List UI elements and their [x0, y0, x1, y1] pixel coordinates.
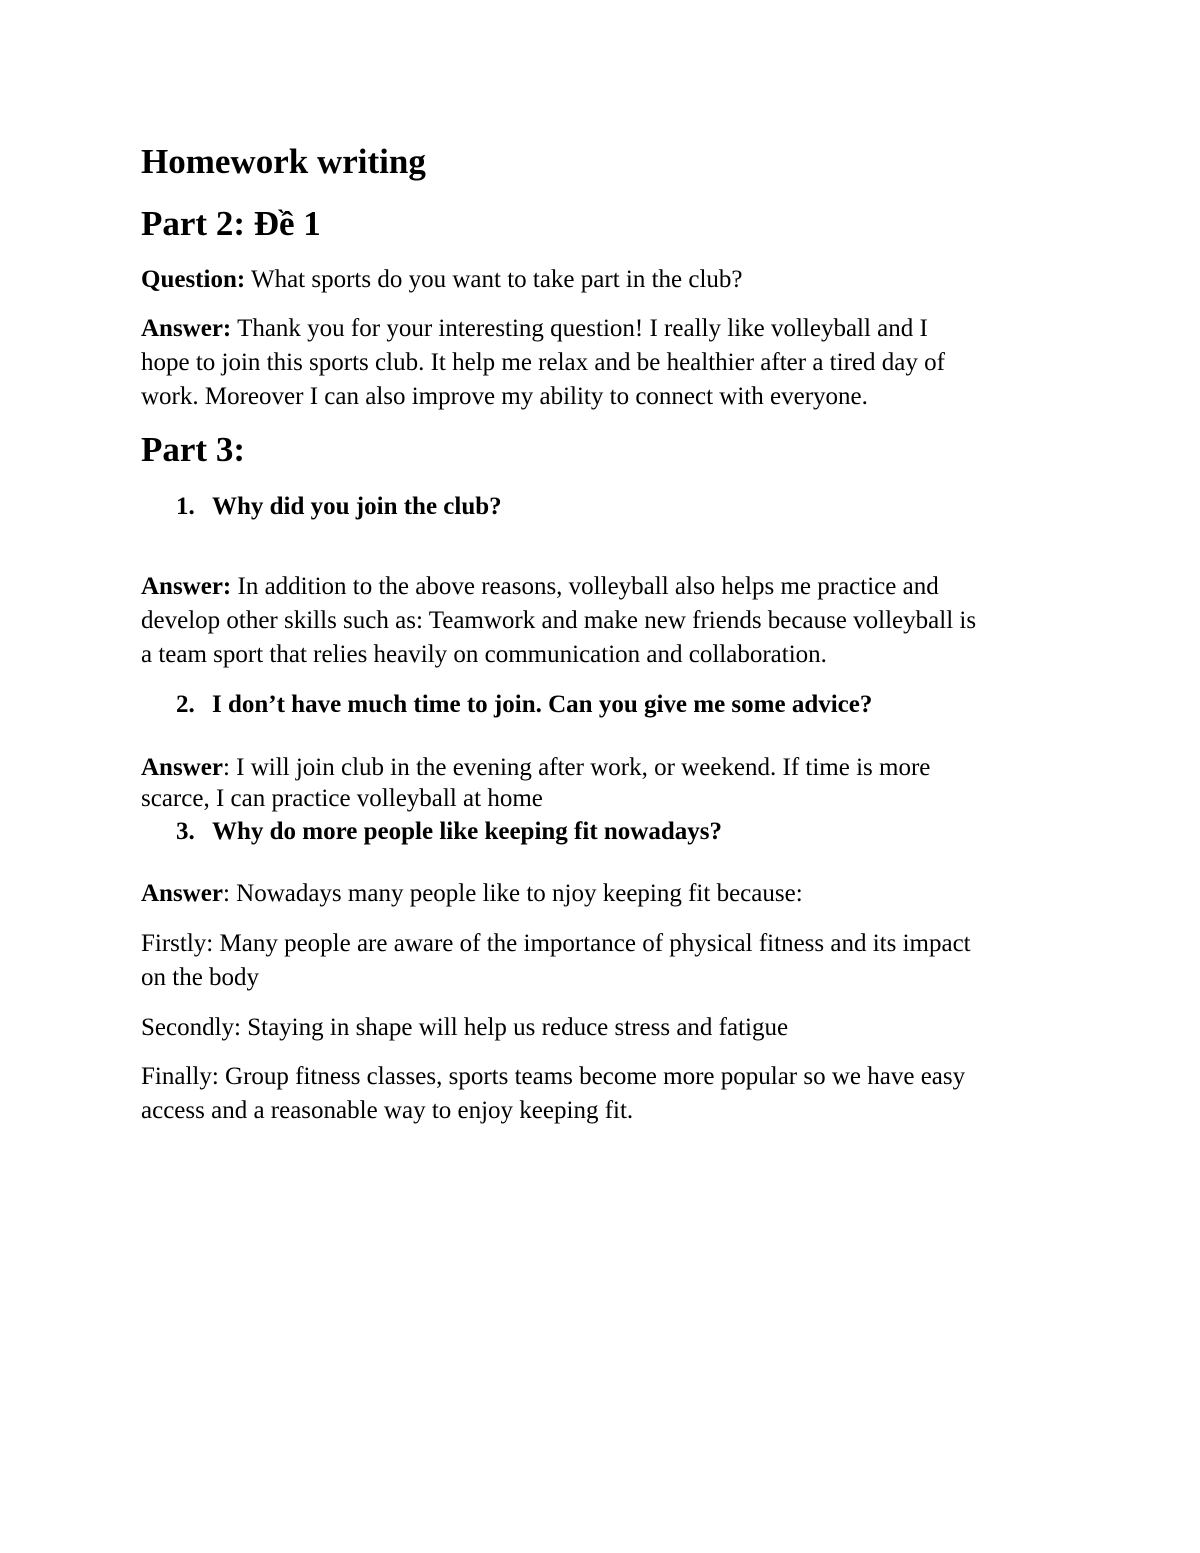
answer-label: Answer:	[141, 573, 232, 600]
part2-answer-line-2: hope to join this sports club. It help me relax and be healthier after a tired day of	[141, 349, 945, 376]
item-1-answer-line-1	[141, 570, 939, 604]
part3-heading: Part 3:	[141, 430, 245, 469]
item-3-answer-line-1	[141, 877, 803, 911]
point-finally-line-2: access and a reasonable way to enjoy keeping fit.	[141, 1097, 634, 1124]
answer-text: : I will join club in the evening after work, or weekend. If time is more	[222, 754, 931, 781]
answer-text: In addition to the above reasons, volleyball also helps me practice and	[231, 573, 939, 600]
item-2-answer-line-1	[141, 751, 930, 785]
part2-question	[141, 263, 743, 297]
point-secondly: Secondly: Staying in shape will help us reduce stress and fatigue	[141, 1014, 789, 1041]
item-2-question: I don’t have much time to join. Can you give me some advice?	[212, 691, 873, 718]
item-3-number: 3.	[176, 818, 195, 845]
part2-heading: Part 2: Đề 1	[141, 204, 321, 243]
item-1-answer-line-2: develop other skills such as: Teamwork and make new friends because volleyball is	[141, 607, 977, 634]
question-text: What sports do you want to take part in the club?	[245, 266, 743, 293]
item-1-question: Why did you join the club?	[212, 493, 502, 520]
point-firstly-line-1: Firstly: Many people are aware of the importance of physical fitness and its impact	[141, 930, 971, 957]
item-1-answer-line-3: a team sport that relies heavily on communication and collaboration.	[141, 641, 827, 668]
item-2-number: 2.	[176, 691, 195, 718]
answer-text: Thank you for your interesting question! I really like volleyball and I	[231, 315, 928, 342]
answer-label: Answer	[141, 880, 223, 907]
part2-answer-line-1	[141, 312, 928, 346]
point-finally-line-1: Finally: Group fitness classes, sports teams become more popular so we have easy	[141, 1063, 966, 1090]
item-1-number: 1.	[176, 493, 195, 520]
document-title: Homework writing	[141, 142, 426, 181]
answer-label: Answer:	[141, 315, 232, 342]
item-2-answer-line-2: scarce, I can practice volleyball at home	[141, 785, 543, 812]
part2-answer-line-3: work. Moreover I can also improve my ability to connect with everyone.	[141, 383, 868, 410]
answer-label: Answer	[141, 754, 223, 781]
answer-text: : Nowadays many people like to njoy keeping fit because:	[222, 880, 803, 907]
question-label: Question:	[141, 266, 246, 293]
item-3-question: Why do more people like keeping fit nowadays?	[212, 818, 722, 845]
point-firstly-line-2: on the body	[141, 964, 260, 991]
